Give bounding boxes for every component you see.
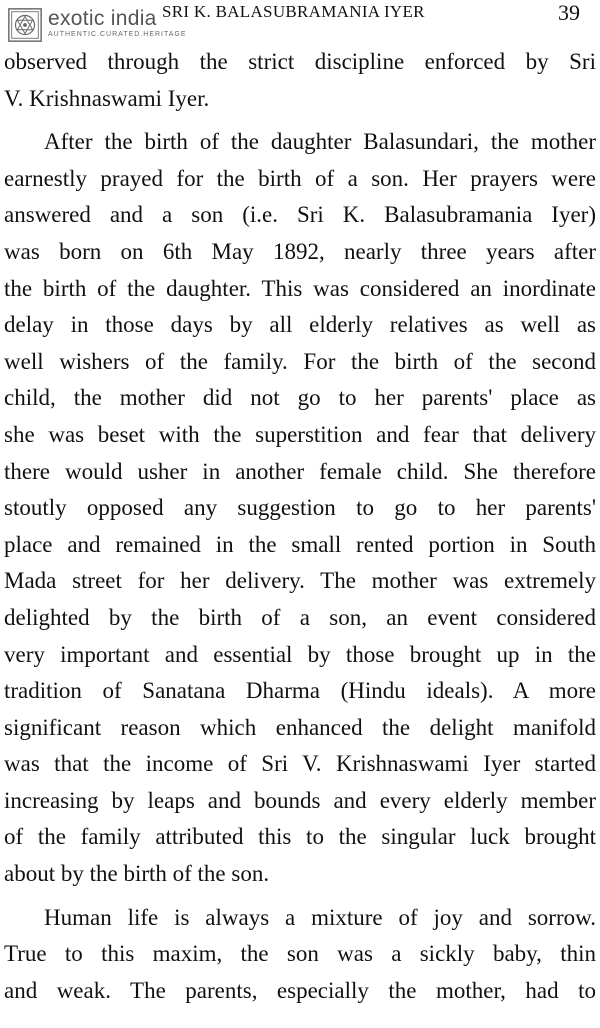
text-line: she was beset with the superstition and fear that delivery (4, 421, 596, 447)
paragraph (4, 900, 596, 1010)
paragraph (4, 124, 596, 892)
running-head: SRI K. BALASUBRAMANIA IYER (162, 2, 425, 21)
text-line: place and remained in the small rented portion in South (4, 531, 596, 557)
text-line: True to this maxim, the son was a sickly baby, thin (4, 941, 596, 967)
text-line: observed through the strict discipline enforced by Sri (4, 49, 596, 74)
page-body (4, 44, 596, 1009)
text-line: well wishers of the family. For the birth of the second (4, 348, 596, 374)
text-line: significant reason which enhanced the delight manifold (4, 714, 596, 740)
text-line: and weak. The parents, especially the mother, had to (4, 977, 596, 1003)
text-line: increasing by leaps and bounds and every elderly member (4, 787, 596, 813)
logo-tagline: AUTHENTIC.CURATED.HERITAGE (48, 31, 187, 38)
text-line: was that the income of Sri V. Krishnaswami Iyer started (4, 751, 596, 777)
text-line: of the family attributed this to the singular luck brought (4, 824, 596, 850)
text-line: child, the mother did not go to her parents' place as (4, 385, 596, 411)
paragraph (4, 44, 596, 117)
publisher-logo (6, 6, 187, 44)
text-line: was born on 6th May 1892, nearly three years after (4, 238, 596, 264)
page-header (0, 0, 600, 44)
text-line: answered and a son (i.e. Sri K. Balasubramania Iyer) (4, 202, 596, 228)
text-line: about by the birth of the son. (4, 861, 270, 887)
logo-name: exotic india (48, 7, 157, 30)
text-line: stoutly opposed any suggestion to go to her parents' (4, 495, 596, 521)
text-line: delighted by the birth of a son, an event considered (4, 604, 596, 630)
text-line: delay in those days by all elderly relatives as well as (4, 312, 596, 338)
text-line: the birth of the daughter. This was considered an inordinate (4, 275, 596, 301)
text-line: After the birth of the daughter Balasundari, the mother (44, 129, 596, 155)
text-line: V. Krishnaswami Iyer. (4, 85, 210, 111)
text-line: very important and essential by those brought up in the (4, 641, 596, 667)
text-line: there would usher in another female child. She therefore (4, 458, 596, 484)
text-line: tradition of Sanatana Dharma (Hindu ideals). A more (4, 678, 596, 704)
text-line: Human life is always a mixture of joy and sorrow. (44, 904, 596, 930)
text-line: earnestly prayed for the birth of a son. Her prayers were (4, 165, 596, 191)
page-number: 39 (558, 0, 580, 25)
text-line: Mada street for her delivery. The mother was extremely (4, 568, 596, 594)
mandala-logo-icon (6, 6, 44, 44)
